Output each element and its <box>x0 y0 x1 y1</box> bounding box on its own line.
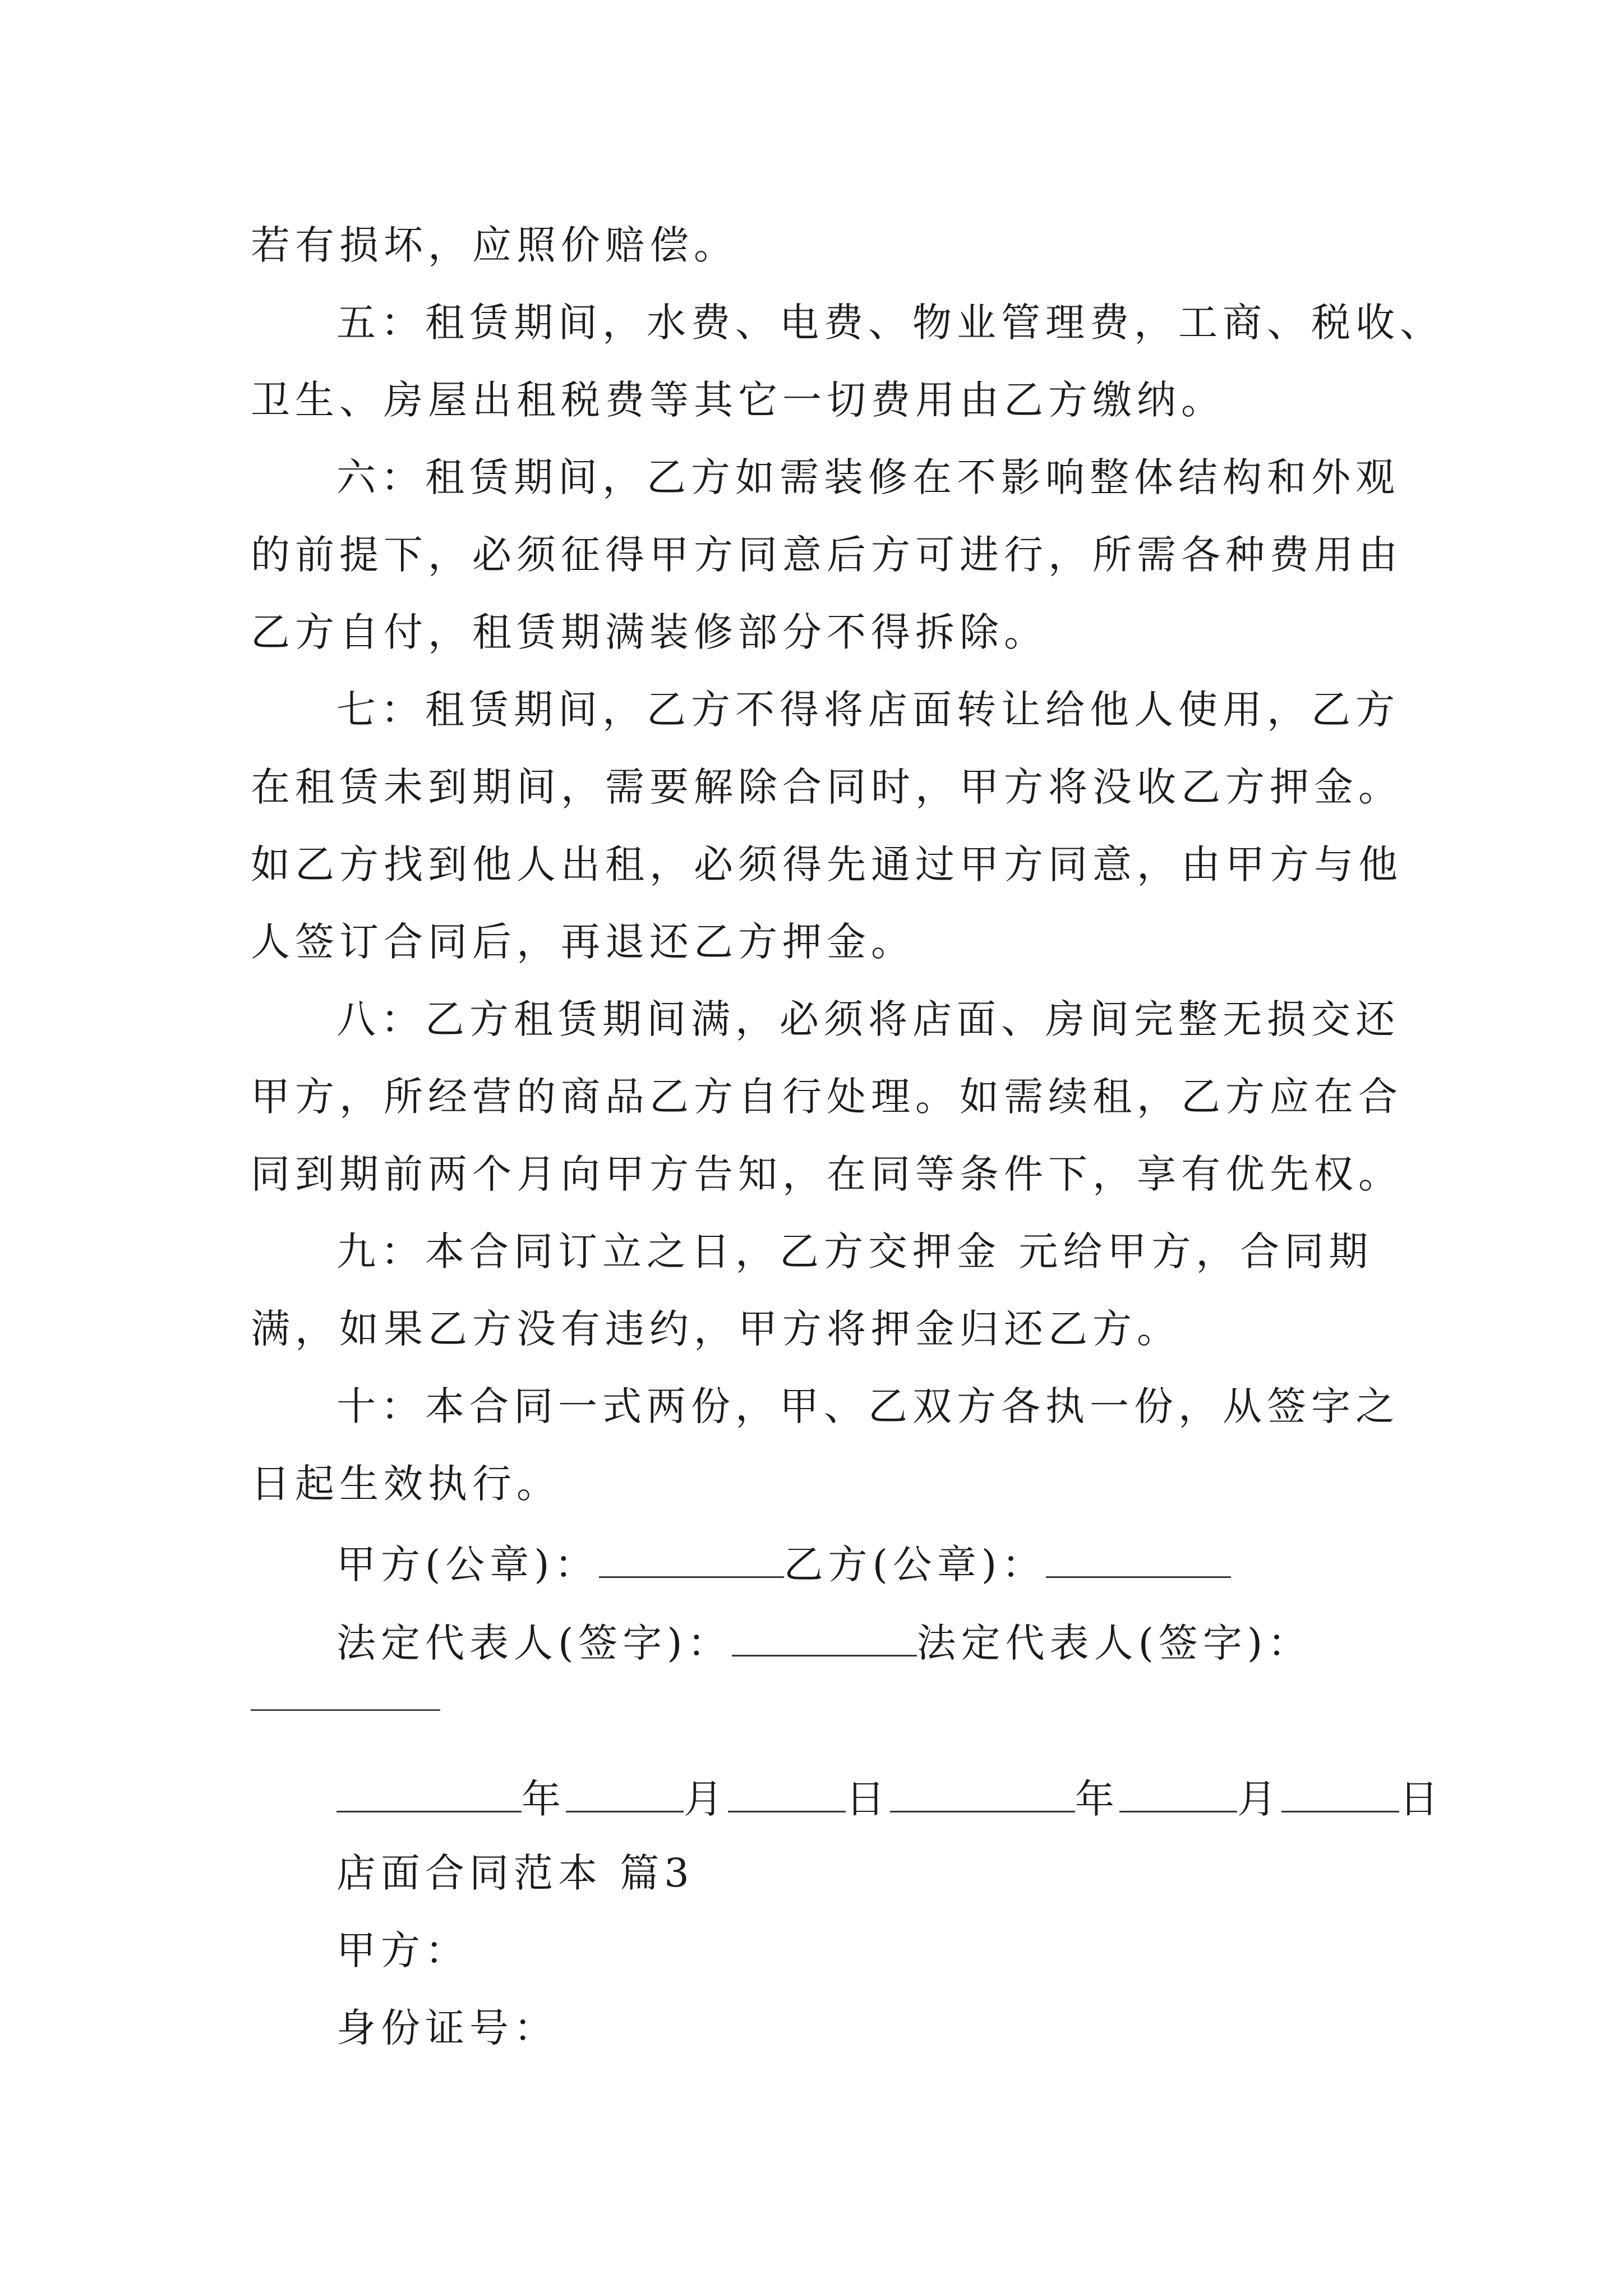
year-a-label: 年 <box>522 1776 566 1822</box>
clause-7-line: 七：租赁期间，乙方不得将店面转让给他人使用，乙方 <box>336 687 1400 733</box>
id-number-label: 身份证号： <box>336 2005 558 2051</box>
rep-a-blank <box>732 1620 917 1657</box>
clause-10-line: 十：本合同一式两份，甲、乙双方各执一份，从签字之 <box>336 1383 1400 1429</box>
text-line: 的前提下，必须征得甲方同意后方可进行，所需各种费用由 <box>251 532 1403 578</box>
text-line: 日起生效执行。 <box>251 1461 561 1507</box>
party-b-seal-blank <box>1046 1542 1231 1578</box>
day-a-blank <box>728 1776 846 1812</box>
text-line: 同到期前两个月向甲方告知，在同等条件下，享有优先权。 <box>251 1151 1403 1197</box>
text-line: 乙方自付，租赁期满装修部分不得拆除。 <box>251 609 1048 655</box>
text-line: 若有损坏，应照价赔偿。 <box>251 222 738 268</box>
year-b-blank <box>890 1776 1075 1812</box>
day-b-label: 日 <box>1399 1776 1444 1822</box>
representative-signature-line <box>336 1620 1312 1666</box>
month-b-label: 月 <box>1237 1776 1281 1822</box>
rep-a-label: 法定代表人(签字)： <box>336 1620 732 1666</box>
year-b-label: 年 <box>1075 1776 1119 1822</box>
month-a-label: 月 <box>684 1776 728 1822</box>
month-b-blank <box>1119 1776 1237 1812</box>
text-line: 满，如果乙方没有违约，甲方将押金归还乙方。 <box>251 1306 1181 1352</box>
party-b-seal-label: 乙方(公章)： <box>783 1542 1046 1588</box>
text-line: 人签订合同后，再退还乙方押金。 <box>251 919 915 965</box>
rep-b-label: 法定代表人(签字)： <box>916 1620 1312 1666</box>
section-title: 店面合同范本 篇3 <box>336 1850 694 1896</box>
day-a-label: 日 <box>846 1776 890 1822</box>
text-line: 如乙方找到他人出租，必须得先通过甲方同意，由甲方与他 <box>251 841 1403 887</box>
clause-6-line: 六：租赁期间，乙方如需装修在不影响整体结构和外观 <box>336 454 1400 500</box>
text-line: 卫生、房屋出租税费等其它一切费用由乙方缴纳。 <box>251 377 1225 423</box>
seal-signature-line <box>336 1542 1231 1588</box>
clause-5-line: 五：租赁期间，水费、电费、物业管理费，工商、税收、 <box>336 300 1444 346</box>
text-line: 在租赁未到期间，需要解除合同时，甲方将没收乙方押金。 <box>251 764 1403 810</box>
clause-9-line: 九：本合同订立之日，乙方交押金 元给甲方，合同期 <box>336 1228 1373 1274</box>
party-a-seal-blank <box>599 1542 784 1578</box>
party-a-seal-label: 甲方(公章)： <box>336 1542 599 1588</box>
day-b-blank <box>1281 1776 1399 1812</box>
text-line: 甲方，所经营的商品乙方自行处理。如需续租，乙方应在合 <box>251 1074 1403 1120</box>
clause-8-line: 八：乙方租赁期间满，必须将店面、房间完整无损交还 <box>336 996 1400 1042</box>
rep-b-blank <box>251 1709 440 1711</box>
party-a-label: 甲方： <box>336 1927 469 1973</box>
year-a-blank <box>336 1776 522 1812</box>
date-line <box>336 1776 1444 1822</box>
month-a-blank <box>566 1776 684 1812</box>
